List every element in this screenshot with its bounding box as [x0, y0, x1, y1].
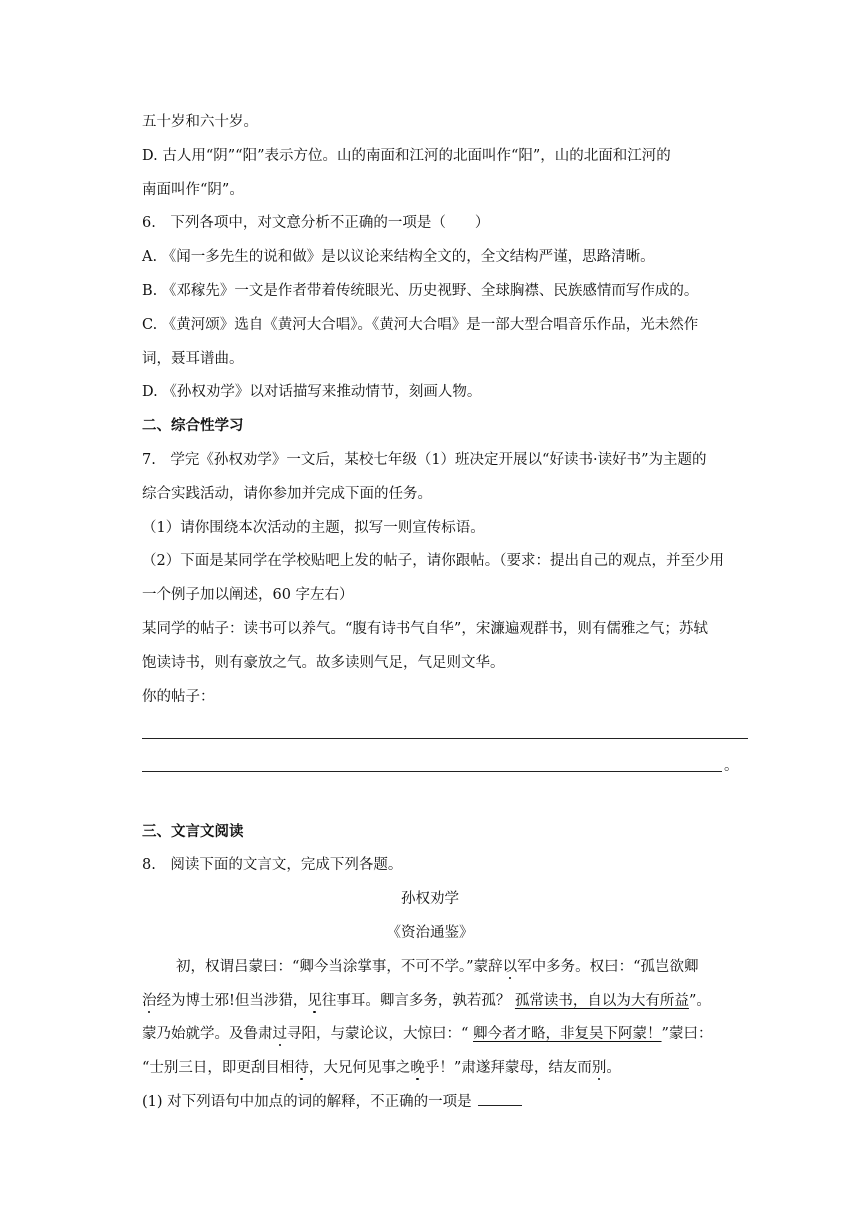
- question-7-task-2-continuation: 一个例子加以阐述，60 字左右）: [142, 587, 354, 603]
- sample-post: 某同学的帖子：读书可以养气。“腹有诗书气自华”，宋濂遍观群书，则有儒雅之气；苏轼: [142, 621, 708, 637]
- passage-text: 军中多务。权曰：“孤岂欲卿: [517, 959, 699, 975]
- section-heading-2: 二、综合性学习: [142, 417, 244, 434]
- dotted-word: 待: [294, 1060, 309, 1076]
- question-6-option-c: C. 《黄河颂》选自《黄河大合唱》。《黄河大合唱》是一部大型合唱音乐作品，光未然作: [142, 317, 699, 333]
- option-d-continuation: 南面叫作“阴”。: [142, 182, 244, 198]
- answer-line-2[interactable]: [142, 771, 722, 772]
- passage-line-1: [176, 957, 699, 977]
- passage-text: 经为博士邪!但当涉猎，: [156, 993, 308, 1009]
- dotted-word: 以: [502, 959, 518, 975]
- question-6-option-a: A. 《闻一多先生的说和做》是以议论来结构全文的，全文结构严谨，思路清晰。: [142, 249, 655, 265]
- passage-text: 往事耳。卿言多务，孰若孤？: [321, 993, 511, 1009]
- sub-question-text: (1) 对下列语句中加点的词的解释，不正确的一项是: [142, 1094, 472, 1110]
- your-post-label: 你的帖子：: [142, 689, 215, 705]
- option-d-line: D. 古人用“阴”“阳”表示方位。山的南面和江河的北面叫作“阳”，山的北面和江河的: [142, 148, 671, 164]
- answer-line-period: 。: [724, 758, 739, 774]
- passage-text: “士别三日，即更刮目相: [142, 1060, 295, 1076]
- question-6-option-d: D. 《孙权劝学》以对话描写来推动情节，刻画人物。: [142, 384, 482, 400]
- passage-text: 初，权谓吕蒙曰：“卿今当涂掌事，不可不学。”蒙辞: [176, 959, 503, 975]
- question-7-task-1: （1）请你围绕本次活动的主题，拟写一则宣传标语。: [142, 520, 485, 536]
- dotted-word: 见: [307, 993, 322, 1009]
- answer-blank[interactable]: [478, 1093, 522, 1106]
- section-heading-3: 三、文言文阅读: [142, 823, 244, 840]
- question-8: 8. 阅读下面的文言文，完成下列各题。: [142, 857, 403, 873]
- question-7-task-2: （2）下面是某同学在学校贴吧上发的帖子，请你跟帖。（要求：提出自己的观点，并至少用: [142, 553, 724, 569]
- passage-text: ，大兄何见事之: [308, 1060, 411, 1076]
- dotted-word: 别: [591, 1060, 607, 1076]
- sub-question-1: [142, 1092, 522, 1112]
- option-c-continuation: 五十岁和六十岁。: [142, 114, 258, 130]
- question-6-option-b: B. 《邓稼先》一文是作者带着传统眼光、历史视野、全球胸襟、民族感情而写作成的。: [142, 283, 699, 299]
- dotted-word: 治: [142, 993, 157, 1009]
- passage-line-3: [142, 1024, 712, 1044]
- passage-text: 蒙乃始就学。及鲁肃: [142, 1026, 273, 1042]
- question-6-option-c-continuation: 词，聂耳谱曲。: [142, 351, 244, 367]
- passage-line-4: [142, 1058, 621, 1078]
- passage-text: 。: [606, 1060, 621, 1076]
- passage-line-2: [142, 991, 711, 1011]
- underlined-sentence: 孤常读书，自以为大有所益: [514, 993, 689, 1009]
- dotted-word: 过: [272, 1026, 287, 1042]
- question-6: 6. 下列各项中，对文意分析不正确的一项是（ ）: [142, 215, 490, 231]
- question-7: 7. 学完《孙权劝学》一文后，某校七年级（1）班决定开展以“好读书·读好书”为主题的: [142, 452, 707, 468]
- passage-text: 寻阳，与蒙论议，大惊曰：“: [287, 1026, 469, 1042]
- passage-source: 《资治通鉴》: [386, 925, 474, 941]
- passage-text: 乎！”肃遂拜蒙母，结友而: [424, 1060, 592, 1076]
- question-7-continuation: 综合实践活动，请你参加并完成下面的任务。: [142, 486, 432, 502]
- passage-text: ”。: [688, 993, 711, 1009]
- sample-post-continuation: 饱读诗书，则有豪放之气。故多读则气足，气足则文华。: [142, 655, 505, 671]
- dotted-word: 晚: [410, 1060, 425, 1076]
- answer-line-1[interactable]: [142, 738, 748, 739]
- passage-title: 孙权劝学: [401, 891, 459, 907]
- passage-text: ”蒙曰：: [661, 1026, 713, 1042]
- underlined-sentence: 卿今者才略，非复吴下阿蒙！: [473, 1026, 662, 1042]
